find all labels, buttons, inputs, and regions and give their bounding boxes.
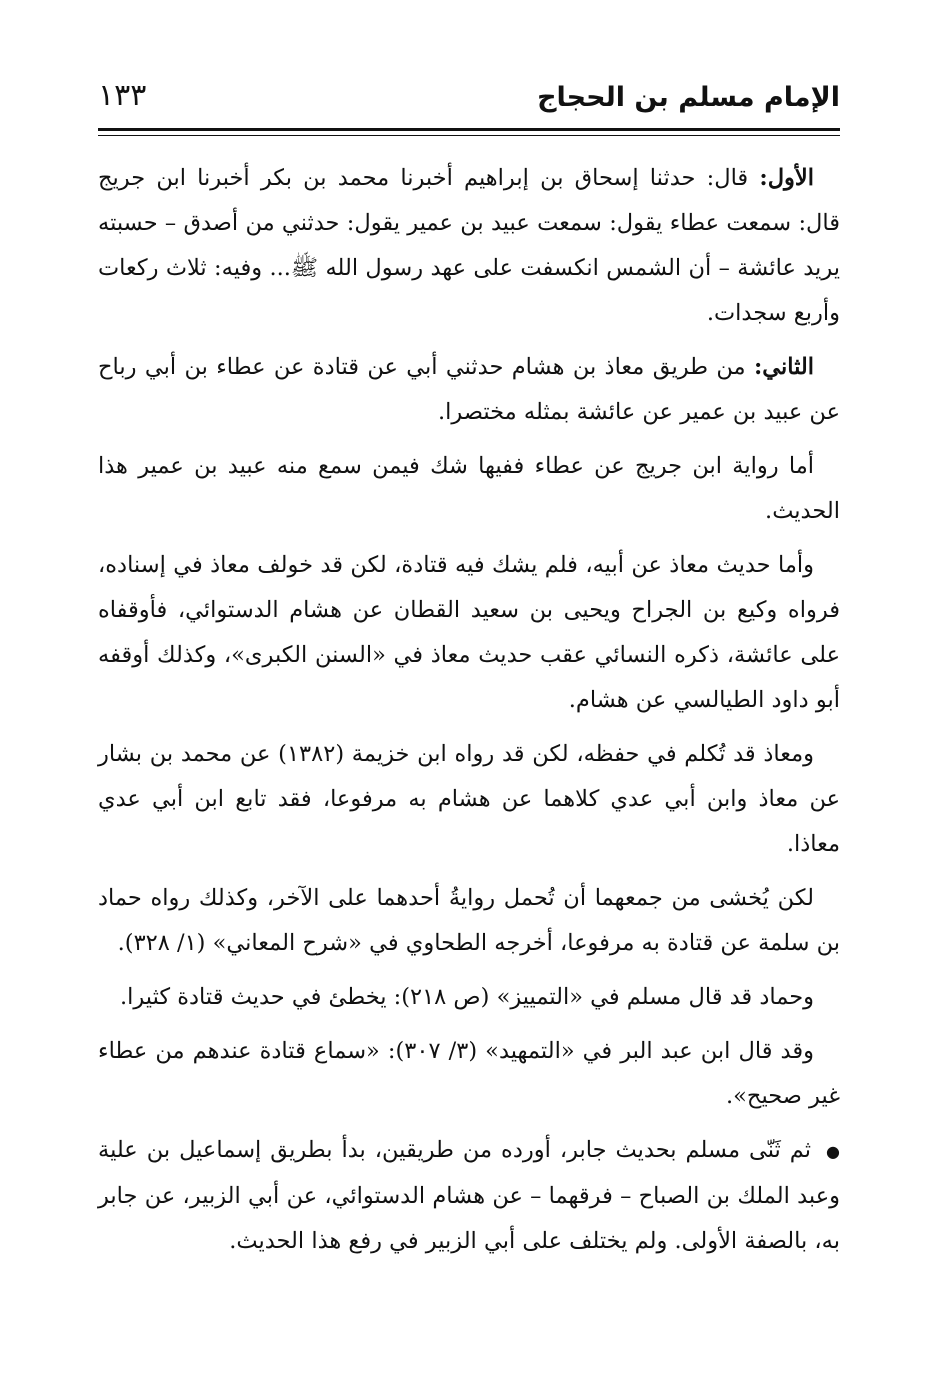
paragraph-label: الثاني: (753, 354, 815, 380)
paragraph-text: وقد قال ابن عبد البر في «التمهيد» (٣/ ٣٠٧): «سماع قتادة عندهم من عطاء غير صحيح». (98, 1038, 840, 1109)
paragraph-text: وأما حديث معاذ عن أبيه، فلم يشك فيه قتادة، لكن قد خولف معاذ في إسناده، فرواه وكيع بن الجراح ويحيى بن سعيد القطان عن هشام الدستوائي، فأوقفاه على عائشة، ذكره النسائي عقب حديث معاذ في «السنن الكبرى»، وكذلك أوقفه أبو داود الطيالسي عن هشام. (98, 552, 840, 713)
paragraph-text: وحماد قد قال مسلم في «التمييز» (ص ٢١٨): يخطئ في حديث قتادة كثيرا. (119, 984, 814, 1010)
paragraph-5 (98, 732, 840, 867)
running-title: الإمام مسلم بن الحجاج (537, 82, 840, 113)
paragraph-8 (98, 1029, 840, 1119)
paragraph-6 (98, 876, 840, 966)
header-rule-thin (98, 135, 840, 136)
paragraph-text: قال: حدثنا إسحاق بن إبراهيم أخبرنا محمد بن بكر أخبرنا ابن جريج قال: سمعت عطاء يقول: سمعت عبيد بن عمير يقول: حدثني من أصدق – حسبته يريد عائشة – أن الشمس انكسفت على عهد رسول الله ﷺ... وفيه: ثلاث ركعات وأربع سجدات. (98, 165, 840, 326)
paragraph-2 (98, 345, 840, 435)
header-rule-thick (98, 128, 840, 131)
paragraph-4 (98, 543, 840, 723)
paragraph-label: الأول: (759, 165, 814, 191)
page-number: ١٣٣ (98, 78, 147, 113)
paragraph-text: من طريق معاذ بن هشام حدثني أبي عن قتادة عن عطاء بن أبي رباح عن عبيد بن عمير عن عائشة بمثله مختصرا. (98, 354, 840, 425)
bullet-icon: ● (826, 1141, 840, 1161)
paragraph-text: ومعاذ قد تُكلم في حفظه، لكن قد رواه ابن خزيمة (١٣٨٢) عن محمد بن بشار عن معاذ وابن أبي عدي كلاهما عن هشام به مرفوعا، فقد تابع ابن أبي عدي معاذا. (98, 741, 840, 857)
paragraph-text: لكن يُخشى من جمعهما أن تُحمل روايةُ أحدهما على الآخر، وكذلك رواه حماد بن سلمة عن قتادة به مرفوعا، أخرجه الطحاوي في «شرح المعاني» (١/ ٣٢٨). (98, 885, 840, 956)
paragraph-1 (98, 156, 840, 336)
paragraph-7 (98, 975, 840, 1020)
page-body (98, 156, 840, 1273)
paragraph-text: ثم ثَنّى مسلم بحديث جابر، أورده من طريقين، بدأ بطريق إسماعيل بن علية وعبد الملك بن الصباح – فرقهما – عن هشام الدستوائي، عن أبي الزبير، عن جابر به، بالصفة الأولى. ولم يختلف على أبي الزبير في رفع هذا الحديث. (98, 1137, 840, 1254)
paragraph-text: أما رواية ابن جريج عن عطاء ففيها شك فيمن سمع منه عبيد بن عمير هذا الحديث. (98, 453, 840, 524)
paragraph-3 (98, 444, 840, 534)
paragraph-9 (98, 1128, 840, 1264)
page-header (98, 78, 840, 124)
